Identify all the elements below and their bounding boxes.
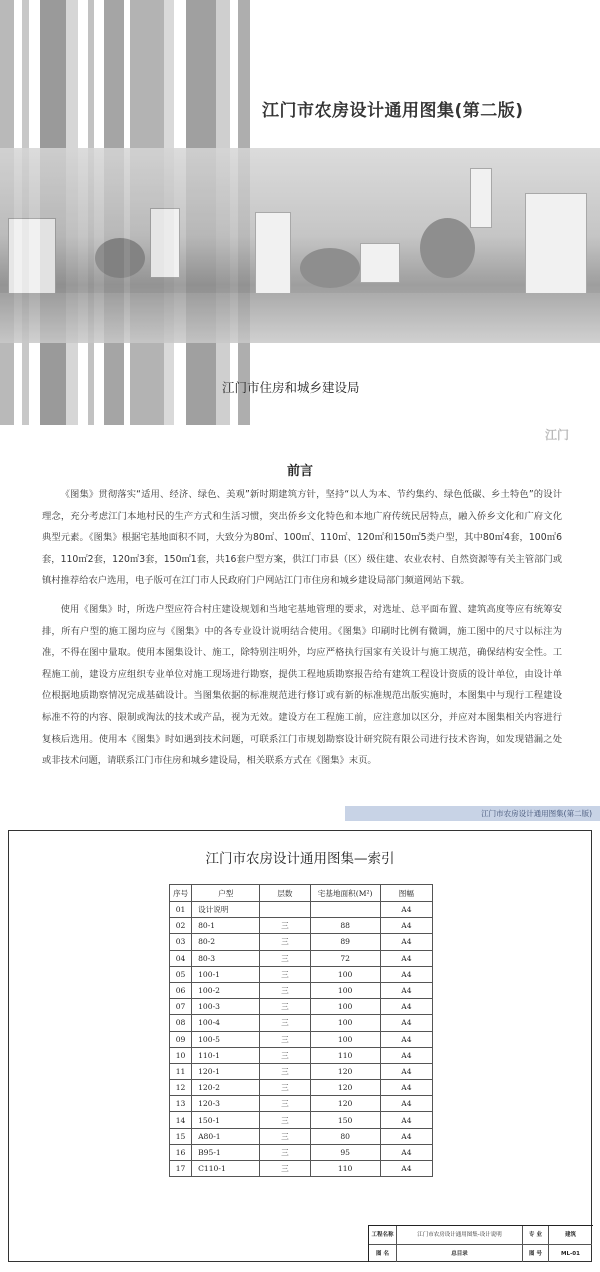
row-number: 01 xyxy=(170,902,192,918)
row-type: 100-3 xyxy=(192,999,260,1015)
building-photo xyxy=(360,243,400,283)
row-size: A4 xyxy=(380,934,432,950)
drawing-value: 总目录 xyxy=(397,1244,523,1262)
row-type: 80-3 xyxy=(192,950,260,966)
cover-title: 江门市农房设计通用图集(第二版) xyxy=(262,101,524,121)
row-area: 88 xyxy=(310,918,380,934)
row-size: A4 xyxy=(380,1144,432,1160)
project-value: 江门市农房设计通用图集-设计说明 xyxy=(397,1226,523,1244)
row-size: A4 xyxy=(380,1128,432,1144)
row-type: 80-2 xyxy=(192,934,260,950)
row-area: 110 xyxy=(310,1047,380,1063)
number-value: ML-01 xyxy=(549,1244,592,1262)
row-type: 100-1 xyxy=(192,966,260,982)
row-type: 120-2 xyxy=(192,1080,260,1096)
row-area: 100 xyxy=(310,1015,380,1031)
preface-title: 前言 xyxy=(286,464,313,479)
row-size: A4 xyxy=(380,950,432,966)
table-row xyxy=(170,1128,433,1144)
table-row xyxy=(170,934,433,950)
row-area: 100 xyxy=(310,999,380,1015)
row-area: 100 xyxy=(310,966,380,982)
row-number: 10 xyxy=(170,1047,192,1063)
building-photo xyxy=(470,168,492,228)
row-size: A4 xyxy=(380,1063,432,1079)
row-area: 100 xyxy=(310,1031,380,1047)
water-photo xyxy=(0,293,600,343)
header-area: 宅基地面积(M²) xyxy=(310,885,380,902)
row-number: 11 xyxy=(170,1063,192,1079)
project-label: 工程名称 xyxy=(369,1226,397,1244)
table-row xyxy=(170,1031,433,1047)
row-size: A4 xyxy=(380,1015,432,1031)
table-row xyxy=(170,950,433,966)
row-type: C110-1 xyxy=(192,1161,260,1177)
row-floors: 三 xyxy=(260,1031,310,1047)
index-sheet xyxy=(8,830,592,1262)
table-row xyxy=(170,1161,433,1177)
row-area: 89 xyxy=(310,934,380,950)
header-floors: 层数 xyxy=(260,885,310,902)
row-area: 72 xyxy=(310,950,380,966)
preface-footer-bar: 江门市农房设计通用图集(第二版) xyxy=(345,806,600,821)
row-size: A4 xyxy=(380,918,432,934)
row-area: 120 xyxy=(310,1080,380,1096)
title-block xyxy=(368,1225,593,1262)
row-floors: 三 xyxy=(260,1128,310,1144)
cover-photo-strip xyxy=(0,148,600,343)
row-size: A4 xyxy=(380,1047,432,1063)
index-table xyxy=(169,884,433,1177)
row-number: 04 xyxy=(170,950,192,966)
discipline-value: 建筑 xyxy=(564,1232,576,1238)
preface-paragraph: 《图集》贯彻落实“适用、经济、绿色、美观”新时期建筑方针，坚持“以人为本、节约集约、绿色低碳、乡土特色”的设计理念，充分考虑江门本地村民的生产方式和生活习惯，突出侨乡文化特色和本地广府传统民居特点，融入侨乡文化和广府文化典型元素。《图集》根据宅基地面积不同，大致分为80㎡、100㎡、110㎡、120㎡和150㎡5类户型，其中80㎡4套，100㎡6套，110㎡2套，120㎡3套，150㎡1套，共16套户型方案，供江门市县（区）级住建、农业农村、自然资源等有关主管部门或镇村推荐给农户选用，电子版可在江门市人民政府门户网站江门市住房和城乡建设局部门频道网站下载。 xyxy=(42,489,562,587)
table-row xyxy=(170,1047,433,1063)
row-floors: 三 xyxy=(260,982,310,998)
preface-paragraph: 使用《图集》时，所选户型应符合村庄建设规划和当地宅基地管理的要求，对选址、总平面布置、建筑高度等应有统筹安排，所有户型的施工图均应与《图集》中的各专业设计说明结合使用。《图集》印刷时比例有微调，施工图中的尺寸以标注为准，不得在图中量取。使用本图集设计、施工，除特别注明外，均应严格执行国家有关设计与施工规范，确保结构安全性。工程施工前，建设方应组织专业单位对施工现场进行勘察，提供工程地质勘察报告给有建筑工程设计资质的设计单位，由设计单位根据地质勘察情况完成基础设计。当图集依据的标准规范进行修订或有新的标准规范出版实施时，本图集中与现行工程建设标准不符的内容、限制或淘汰的技术或产品，视为无效。建设方在工程施工前，应注意加以区分，并应对本图集相关内容进行复核后选用。使用本《图集》时如遇到技术问题，可联系江门市规划勘察设计研究院有限公司进行技术咨询，如发现错漏之处或非技术问题，请联系江门市住房和城乡建设局，相关联系方式在《图集》末页。 xyxy=(42,603,562,767)
row-size: A4 xyxy=(380,1112,432,1128)
row-number: 03 xyxy=(170,934,192,950)
row-size: A4 xyxy=(380,1031,432,1047)
row-number: 13 xyxy=(170,1096,192,1112)
row-type: 设计说明 xyxy=(192,902,260,918)
table-row xyxy=(170,902,433,918)
row-floors: 三 xyxy=(260,1047,310,1063)
row-floors: 三 xyxy=(260,934,310,950)
table-row xyxy=(170,966,433,982)
row-type: 120-1 xyxy=(192,1063,260,1079)
row-number: 14 xyxy=(170,1112,192,1128)
row-area: 150 xyxy=(310,1112,380,1128)
row-number: 08 xyxy=(170,1015,192,1031)
row-type: 120-3 xyxy=(192,1096,260,1112)
header-number: 序号 xyxy=(170,885,192,902)
header-type: 户型 xyxy=(192,885,260,902)
row-number: 15 xyxy=(170,1128,192,1144)
row-area: 100 xyxy=(310,982,380,998)
row-floors: 三 xyxy=(260,918,310,934)
row-floors: 三 xyxy=(260,1112,310,1128)
row-floors: 三 xyxy=(260,1096,310,1112)
table-row xyxy=(170,1063,433,1079)
table-row xyxy=(170,1144,433,1160)
index-header-row xyxy=(170,885,433,902)
building-photo xyxy=(525,193,587,303)
row-area: 120 xyxy=(310,1096,380,1112)
row-number: 12 xyxy=(170,1080,192,1096)
row-floors: 三 xyxy=(260,1080,310,1096)
row-floors xyxy=(260,902,310,918)
row-number: 09 xyxy=(170,1031,192,1047)
row-area xyxy=(310,902,380,918)
row-number: 06 xyxy=(170,982,192,998)
number-label: 图 号 xyxy=(523,1244,549,1262)
row-number: 07 xyxy=(170,999,192,1015)
row-size: A4 xyxy=(380,999,432,1015)
row-type: 100-5 xyxy=(192,1031,260,1047)
row-type: 100-2 xyxy=(192,982,260,998)
index-title: 江门市农房设计通用图集—索引 xyxy=(205,851,395,867)
row-number: 17 xyxy=(170,1161,192,1177)
row-area: 110 xyxy=(310,1161,380,1177)
tree-photo xyxy=(95,238,145,278)
table-row xyxy=(170,982,433,998)
row-floors: 三 xyxy=(260,999,310,1015)
table-row xyxy=(170,918,433,934)
table-row xyxy=(170,1080,433,1096)
tree-photo xyxy=(300,248,360,288)
row-size: A4 xyxy=(380,982,432,998)
table-row xyxy=(170,999,433,1015)
row-floors: 三 xyxy=(260,966,310,982)
cover-logo: 江门 xyxy=(545,428,570,442)
row-number: 16 xyxy=(170,1144,192,1160)
discipline-label: 专 业 xyxy=(523,1226,549,1244)
cover xyxy=(0,0,600,425)
cover-organization: 江门市住房和城乡建设局 xyxy=(222,380,360,395)
row-floors: 三 xyxy=(260,1144,310,1160)
row-type: 110-1 xyxy=(192,1047,260,1063)
row-area: 80 xyxy=(310,1128,380,1144)
preface-body xyxy=(42,484,562,772)
row-floors: 三 xyxy=(260,1161,310,1177)
row-number: 02 xyxy=(170,918,192,934)
row-number: 05 xyxy=(170,966,192,982)
row-floors: 三 xyxy=(260,1063,310,1079)
row-size: A4 xyxy=(380,1096,432,1112)
row-floors: 三 xyxy=(260,1015,310,1031)
building-photo xyxy=(150,208,180,278)
row-size: A4 xyxy=(380,966,432,982)
row-floors: 三 xyxy=(260,950,310,966)
tree-photo xyxy=(420,218,475,278)
row-type: 150-1 xyxy=(192,1112,260,1128)
row-size: A4 xyxy=(380,902,432,918)
header-size: 图幅 xyxy=(380,885,432,902)
row-area: 95 xyxy=(310,1144,380,1160)
row-size: A4 xyxy=(380,1161,432,1177)
row-size: A4 xyxy=(380,1080,432,1096)
drawing-label: 图 名 xyxy=(369,1244,397,1262)
table-row xyxy=(170,1015,433,1031)
row-type: A80-1 xyxy=(192,1128,260,1144)
table-row xyxy=(170,1096,433,1112)
row-area: 120 xyxy=(310,1063,380,1079)
table-row xyxy=(170,1112,433,1128)
row-type: 80-1 xyxy=(192,918,260,934)
row-type: B95-1 xyxy=(192,1144,260,1160)
row-type: 100-4 xyxy=(192,1015,260,1031)
